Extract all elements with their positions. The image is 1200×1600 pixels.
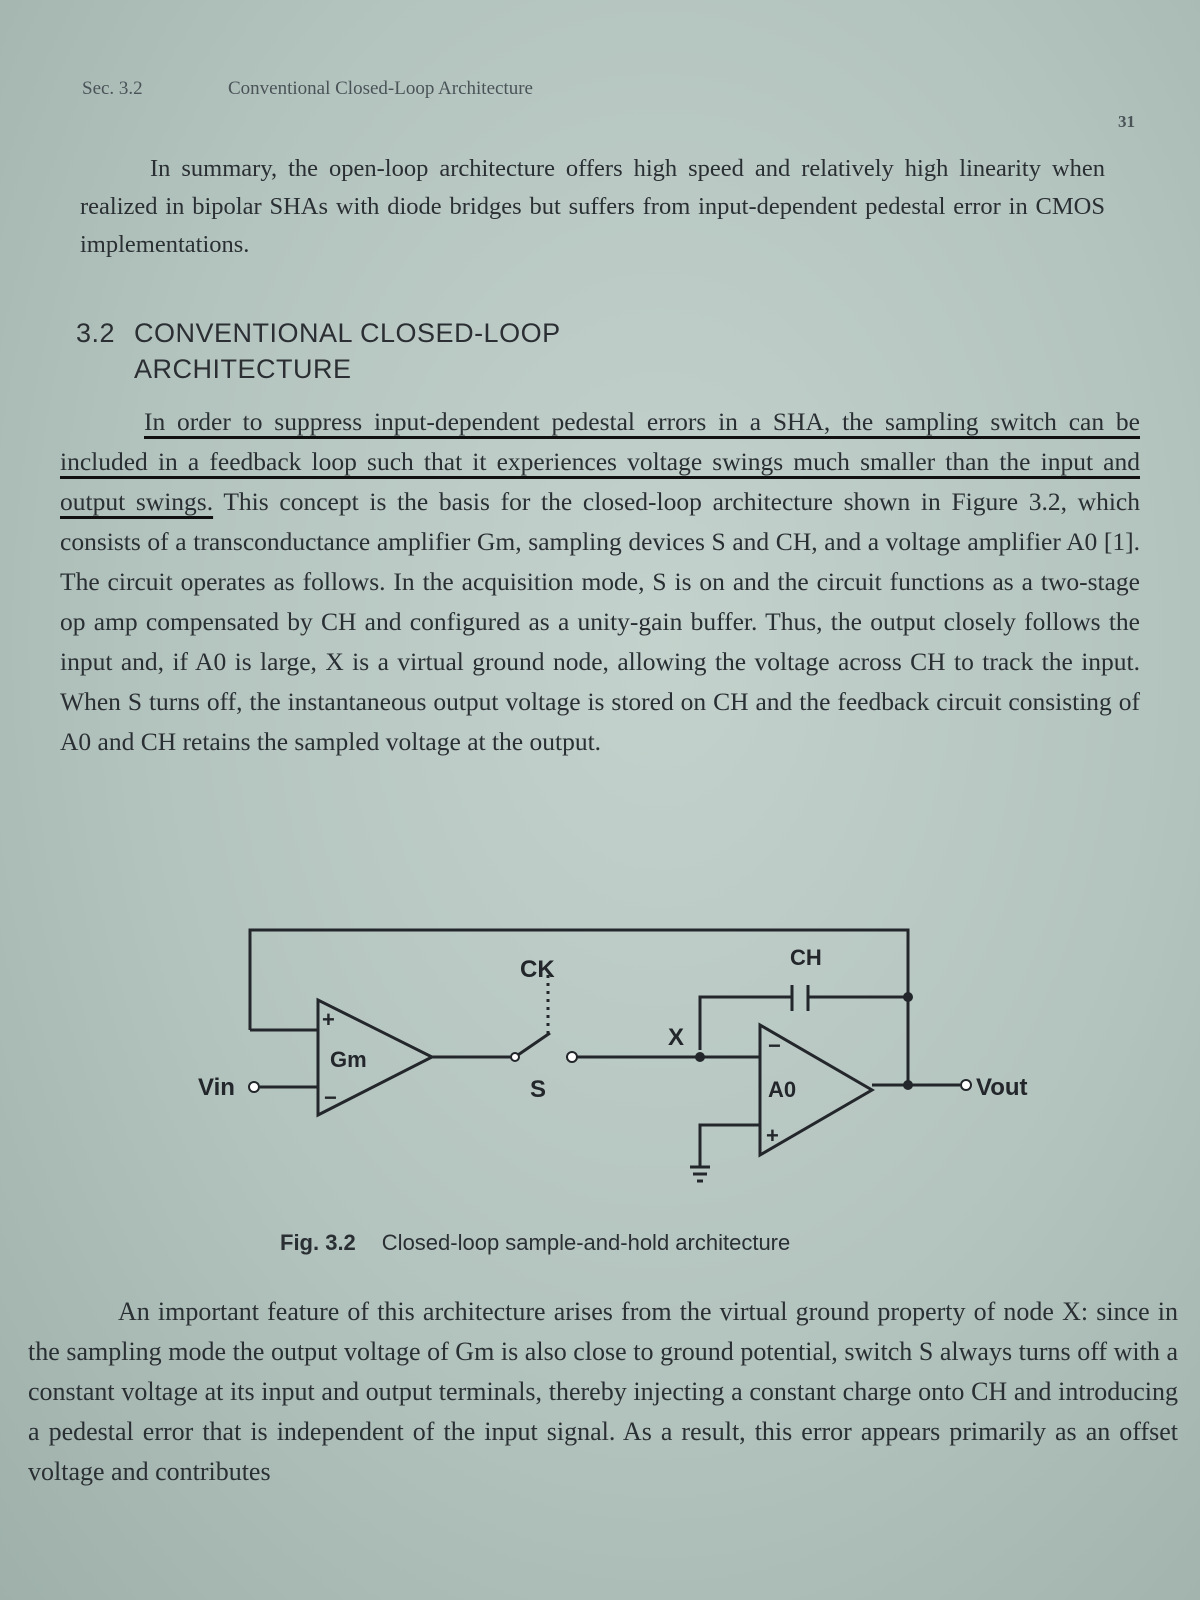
running-head-section: Sec. 3.2 [82,78,143,99]
gm-label: Gm [330,1047,367,1072]
a0-minus-sign: − [768,1033,781,1058]
vin-terminal [249,1082,259,1092]
ch-output-dot [903,992,913,1002]
node-x-dot [695,1052,705,1062]
switch-blade [515,1033,550,1057]
section-heading-line1: CONVENTIONAL CLOSED-LOOP [134,318,561,348]
a0-label: A0 [768,1077,797,1102]
figure-caption-text: Closed-loop sample-and-hold architecture [381,1230,791,1255]
switch-right-terminal [567,1052,577,1062]
section-number: 3.2 [76,318,116,348]
body-paragraph [60,402,1140,762]
running-head-title: Conventional Closed-Loop Architecture [228,78,533,99]
vout-node-dot [903,1080,913,1090]
summary-text: In summary, the open-loop architecture offers high speed and relatively high linearity when realized in bipolar SHAs with diode bridges but suffers from input-dependent pedestal error in CMOS implementations. [80,155,1105,258]
figure-caption [280,1230,790,1256]
section-heading [76,315,561,387]
node-x-label: X [668,1024,685,1051]
vout-terminal [961,1080,971,1090]
a0-plus-wire [700,1125,760,1167]
final-paragraph-text: An important feature of this architecture arises from the virtual ground property of node X: since in the sampling mode the output voltage of Gm is also close to ground potential, switch S always turns off with a constant voltage at its input and output terminals, thereby injecting a constant charge onto CH and introducing a pedestal error that is independent of the input signal. As a result, this error appears primarily as an offset voltage and contributes [28,1297,1178,1486]
underlined-passage: In order to suppress input-dependent pedestal errors in a SHA, the sampling switch can be included in a feedback loop such that it experiences voltage swings much smaller than the input and output swings. [60,407,1140,516]
page-number: 31 [1118,112,1135,131]
body-paragraph-rest: This concept is the basis for the closed-loop architecture shown in Figure 3.2, which consists of a transconductance amplifier Gm, sampling devices S and CH, and a voltage amplifier A0 [1]. The circuit operates as follows. In the acquisition mode, S is on and the circuit functions as a two-stage op amp compensated by CH and configured as a unity-gain buffer. Thus, the output closely follows the input and, if A0 is large, X is a virtual ground node, allowing the voltage across CH to track the input. When S turns off, the instantaneous output voltage is stored on CH and the feedback circuit consisting of A0 and CH retains the sampled voltage at the output. [60,487,1140,756]
final-paragraph [28,1292,1178,1492]
section-heading-line2: ARCHITECTURE [134,354,352,384]
ch-label: CH [790,945,822,970]
a0-plus-sign: + [766,1123,779,1148]
vout-label: Vout [976,1074,1028,1101]
gm-plus-sign: + [322,1007,335,1032]
switch-left-terminal [511,1053,519,1061]
switch-label: S [530,1076,547,1103]
vin-label: Vin [198,1074,235,1101]
closed-loop-sha-schematic [180,915,1060,1205]
gm-minus-sign: − [324,1085,337,1110]
figure-caption-label: Fig. 3.2 [280,1230,356,1255]
ck-label: CK [520,956,555,983]
summary-paragraph [80,150,1105,264]
